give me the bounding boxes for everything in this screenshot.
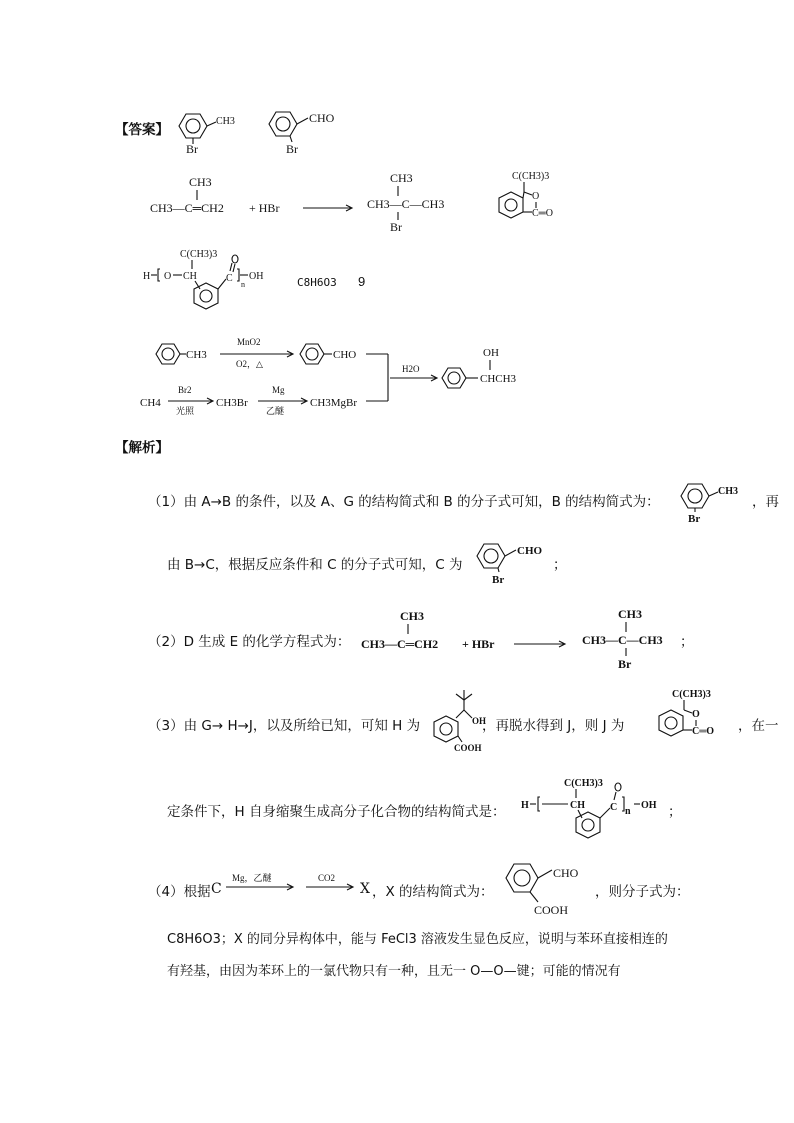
methyl-label: CH3 [186, 349, 207, 361]
tbutyl-label: C(CH3)3 [512, 171, 550, 182]
analysis-p3-line1a: （3）由 G→ H→J，以及所给已知，可知 H 为 [148, 718, 421, 734]
hbr-reagent: + HBr [462, 637, 495, 651]
analysis-p3-line1b: ，再脱水得到 J，则 J 为 [482, 718, 625, 734]
aldehyde-label: CHO [553, 866, 579, 880]
struct-x-formylbenzoic-acid [500, 856, 600, 916]
methyl-label: CH3 [618, 607, 642, 621]
analysis-p3-line2-end: ； [668, 804, 682, 820]
methyl-label: CH3 [400, 609, 424, 623]
repeat-n-label: n [625, 806, 631, 817]
carbon-label: C [610, 802, 618, 813]
compound-c-label: C [211, 881, 222, 897]
reagent-light: 光照 [176, 406, 195, 416]
substituent-label: Br [492, 574, 505, 586]
oxygen-label: O [532, 191, 540, 202]
carbonyl-label: C═O [692, 726, 715, 737]
analysis-p4-b: ，X 的结构简式为： [372, 884, 494, 900]
answer-heading: 【答案】 [115, 122, 169, 138]
analysis-p4-line3: 有羟基，由因为苯环上的一氯代物只有一种，且无一 O—O—键；可能的情况有 [167, 964, 621, 979]
substituent-label: CHO [517, 545, 543, 557]
reaction-arrows-c-to-x [224, 870, 364, 900]
carboxyl-label: COOH [454, 743, 482, 752]
analysis-p1-line1-end: ，再 [752, 494, 779, 510]
reagent-co2: CO2 [318, 873, 336, 883]
hydrogen-label: H [521, 800, 529, 811]
hydrogen-label: H [143, 271, 151, 282]
bromomethane-label: CH3Br [216, 397, 248, 409]
molecular-formula-answer: C8H6O3 [297, 276, 337, 289]
oxygen-label: O [164, 271, 172, 282]
analysis-p4-a: （4）根据 [148, 884, 211, 900]
aldehyde-label: CHO [333, 349, 357, 361]
chch3-label: CHCH3 [480, 373, 517, 385]
analysis-p4-line2: C8H6O3；X 的同分异构体中，能与 FeCl3 溶液发生显色反应，说明与苯环直接相连的 [167, 932, 668, 947]
struct-polymer-analysis [520, 774, 670, 844]
ch-label: CH [183, 271, 197, 282]
analysis-p2-text: （2）D 生成 E 的化学方程式为： [148, 634, 351, 650]
isobutene-formula: CH3—C═CH2 [361, 637, 439, 651]
isobutene-formula: CH3—C═CH2 [150, 201, 224, 215]
struct-bromotoluene-analysis [676, 476, 746, 524]
reagent-mno2: MnO2 [237, 337, 261, 347]
tbutyl-label: C(CH3)3 [564, 778, 603, 789]
carbon-label: C [226, 273, 233, 284]
bromo-label: Br [390, 220, 402, 234]
methyl-label: CH3 [189, 175, 212, 189]
hbr-reagent: + HBr [249, 201, 280, 215]
reagent-mg: Mg [272, 385, 285, 395]
analysis-p2-end: ； [680, 634, 694, 650]
hydroxyl-label: OH [483, 347, 499, 359]
analysis-p3-line1c: ，在一 [738, 718, 779, 734]
synthesis-route [140, 330, 540, 420]
tbutyl-formula: CH3—C—CH3 [367, 197, 445, 211]
repeat-n-label: n [241, 280, 245, 289]
reagent-o2-heat: O2，△ [236, 359, 263, 369]
substituent-label: CHO [309, 111, 335, 125]
tbutyl-formula: CH3—C—CH3 [582, 633, 663, 647]
substituent-label: CH3 [216, 116, 235, 127]
analysis-p1-line2: 由 B→C，根据反应条件和 C 的分子式可知，C 为 [167, 557, 463, 573]
carboxyl-label: COOH [534, 903, 569, 916]
isomer-count-answer: 9 [358, 274, 366, 289]
substituent-label: Br [186, 142, 198, 156]
bromo-label: Br [618, 657, 632, 670]
reagent-ether: 乙醚 [266, 406, 285, 416]
analysis-p1-line1: （1）由 A→B 的条件，以及 A、G 的结构简式和 B 的分子式可知，B 的结构简式为： [148, 494, 660, 510]
hydroxyl-label: OH [249, 271, 264, 282]
analysis-heading: 【解析】 [115, 440, 169, 456]
methyl-label: CH3 [390, 171, 413, 185]
carbonyl-label: C═O [532, 208, 553, 219]
analysis-p1-line2-end: ； [553, 557, 567, 573]
compound-x-label: X [360, 881, 370, 897]
struct-bromobenzaldehyde-answer [262, 104, 352, 156]
tbutyl-label: C(CH3)3 [672, 689, 711, 700]
substituent-label: CH3 [718, 486, 738, 497]
struct-bromobenzaldehyde-analysis [472, 536, 558, 588]
struct-lactone-answer [490, 168, 570, 228]
substituent-label: Br [688, 513, 701, 524]
grignard-label: CH3MgBr [310, 397, 358, 409]
ch-label: CH [570, 800, 585, 811]
struct-lactone-analysis [650, 686, 730, 746]
struct-bromotoluene-answer [172, 106, 242, 156]
struct-polymer-answer [142, 245, 272, 317]
reagent-br2: Br2 [178, 385, 192, 395]
equation-d-to-e-answer [145, 170, 465, 234]
tbutyl-label: C(CH3)3 [180, 249, 218, 260]
reagent-mg-ether: Mg，乙醚 [232, 873, 272, 883]
analysis-p3-line2: 定条件下，H 自身缩聚生成高分子化合物的结构简式是： [167, 804, 506, 820]
analysis-p4-c2: ，则分子式为： [595, 884, 690, 900]
substituent-label: Br [286, 142, 298, 156]
reagent-water: H2O [402, 364, 420, 374]
hydroxyl-label: OH [472, 716, 487, 726]
equation-d-to-e-analysis [358, 604, 678, 670]
methane-label: CH4 [140, 397, 161, 409]
oxygen-label: O [692, 709, 700, 720]
hydroxyl-label: OH [641, 800, 657, 811]
